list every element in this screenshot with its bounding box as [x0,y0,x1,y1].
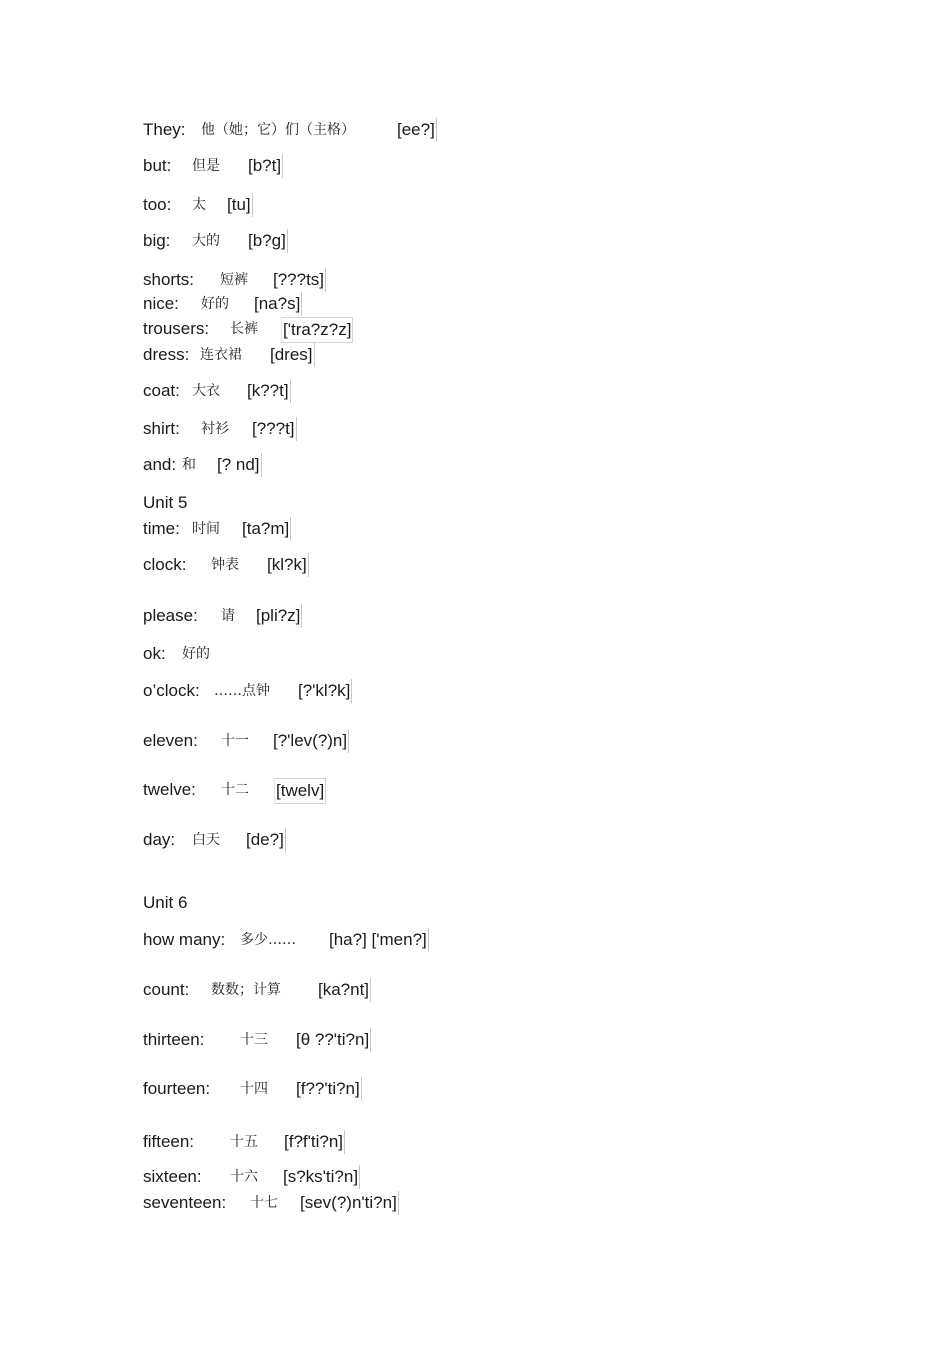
entry-word: big: [143,231,171,250]
entry-phonetic: [kl?k] [266,553,309,577]
entry-phonetic: [ta?m] [241,517,291,541]
entry-chinese: 大衣 [192,383,220,399]
entry-word: but: [143,156,172,175]
entry-word: eleven: [143,731,198,750]
entry-chinese: 十五 [230,1134,258,1150]
entry-phonetic: ['tra?z?z] [281,317,353,343]
entry-word: twelve: [143,780,196,799]
entry-phonetic: [s?ks'ti?n] [282,1165,360,1189]
entry-chinese: 十七 [250,1195,278,1211]
entry-word: fifteen: [143,1132,195,1151]
entry-word: please: [143,606,198,625]
entry-phonetic: [na?s] [253,292,302,316]
entry-word: dress: [143,345,190,364]
entry-phonetic: [de?] [245,828,286,852]
entry-word: o’clock: [143,681,200,700]
entry-phonetic: [sev(?)n'ti?n] [299,1191,399,1215]
entry-word: coat: [143,381,180,400]
entry-word: seventeen: [143,1193,227,1212]
entry-phonetic: [?'kl?k] [297,679,352,703]
entry-chinese: 衬衫 [201,421,229,437]
entry-phonetic: [tu] [226,193,253,217]
entry-chinese: 时间 [192,521,220,537]
entry-chinese: 他（她；它）们（主格） [201,122,355,138]
entry-word: They: [143,120,186,139]
entry-chinese: ……点钟 [214,683,270,699]
entry-word: trousers: [143,319,210,338]
entry-chinese: 连衣裙 [200,347,242,363]
entry-chinese: 数数；计算 [211,982,281,998]
entry-word: fourteen: [143,1079,211,1098]
entry-chinese: 钟表 [211,557,239,573]
entry-phonetic: [?'lev(?)n] [272,729,349,753]
entry-word: thirteen: [143,1030,205,1049]
entry-word: clock: [143,555,187,574]
entry-phonetic: [? nd] [216,453,262,477]
entry-word: nice: [143,294,179,313]
entry-chinese: 短裤 [220,272,248,288]
entry-phonetic: [f??'ti?n] [295,1077,362,1101]
entry-word: day: [143,830,176,849]
entry-chinese: 和 [182,457,196,473]
entry-chinese: 好的 [182,646,210,662]
entry-phonetic: [twelv] [274,778,326,804]
entry-chinese: 大的 [192,233,220,249]
entry-word: shirt: [143,419,180,438]
entry-chinese: 多少…… [240,932,296,948]
entry-chinese: 长裤 [230,321,258,337]
entry-chinese: 请 [221,608,235,624]
entry-chinese: 但是 [192,158,220,174]
entry-word: and: [143,455,177,474]
unit-5-heading: Unit 5 [143,493,188,512]
entry-phonetic: [ha?] ['men?] [328,928,429,952]
entry-phonetic: [???ts] [272,268,326,292]
entry-chinese: 十四 [240,1081,268,1097]
unit-6-heading: Unit 6 [143,893,188,912]
entry-phonetic: [f?f'ti?n] [283,1130,345,1154]
entry-chinese: 白天 [192,832,220,848]
entry-word: too: [143,195,172,214]
entry-word: how many: [143,930,226,949]
entry-phonetic: [k??t] [246,379,291,403]
entry-chinese: 好的 [201,296,229,312]
entry-word: shorts: [143,270,195,289]
entry-chinese: 十三 [240,1032,268,1048]
entry-word: count: [143,980,190,999]
entry-phonetic: [b?t] [247,154,283,178]
entry-phonetic: [b?g] [247,229,288,253]
entry-phonetic: [ka?nt] [317,978,371,1002]
entry-chinese: 十六 [230,1169,258,1185]
entry-phonetic: [dres] [269,343,315,367]
entry-chinese: 十二 [221,782,249,798]
entry-word: sixteen: [143,1167,202,1186]
entry-phonetic: [???t] [251,417,297,441]
entry-phonetic: [θ ??'ti?n] [295,1028,371,1052]
entry-chinese: 太 [192,197,206,213]
entry-word: ok: [143,644,166,663]
entry-chinese: 十一 [221,733,249,749]
entry-phonetic: [pli?z] [255,604,302,628]
entry-phonetic: [ee?] [396,118,437,142]
entry-word: time: [143,519,180,538]
